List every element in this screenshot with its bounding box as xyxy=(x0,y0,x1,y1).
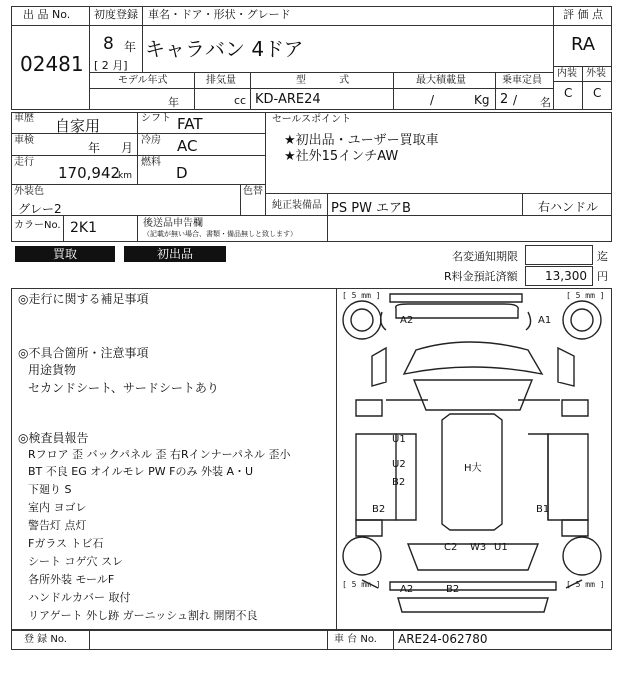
mark-rear-bumper-a2: A2 xyxy=(400,584,414,595)
mileage-label: 走行 xyxy=(14,157,34,168)
recycle-label: R料金預託済額 xyxy=(444,270,518,283)
aftermarket-note: （記載が無い場合、書類・備品無しと致します） xyxy=(143,230,297,238)
inspection-label: 車検 xyxy=(14,135,34,146)
max-load-unit: Kg xyxy=(474,93,490,107)
capacity-slash: / xyxy=(513,93,518,107)
interior-label: 内装 xyxy=(557,68,577,79)
name-change-unit: 迄 xyxy=(597,250,608,263)
defect-line-2: セカンドシート、サードシートあり xyxy=(28,381,219,395)
car-name-label: 車名・ドア・形状・グレード xyxy=(148,8,291,21)
inspector-line-6: Fガラス トビ石 xyxy=(28,537,104,550)
first-registration-year: 8 xyxy=(103,34,114,54)
mileage-value: 170,942 xyxy=(58,164,121,182)
exterior-color-label: 外装色 xyxy=(14,186,44,197)
defect-line-1: 用途貨物 xyxy=(28,363,77,377)
history-label: 車歴 xyxy=(14,113,34,124)
chassis-label: 車 台 No. xyxy=(334,634,377,645)
vehicle-damage-diagram xyxy=(338,288,610,630)
sales-point-1: ★初出品・ユーザー買取車 xyxy=(284,133,439,148)
mark-rear-bumper-b2: B2 xyxy=(446,584,460,595)
mark-roof-center: H大 xyxy=(464,463,482,474)
ac-value: AC xyxy=(177,137,198,155)
mark-front-bumper-right: A1 xyxy=(538,315,552,326)
exterior-color-value: グレー2 xyxy=(18,202,62,216)
capacity-value: 2 xyxy=(500,92,509,107)
tread-rear-left: [ 5 mm ] xyxy=(342,580,381,589)
exterior-label: 外装 xyxy=(586,68,606,79)
equipment-value: PS PW エアB xyxy=(331,201,411,216)
rating-label: 評 価 点 xyxy=(563,8,603,21)
displacement-label: 排気量 xyxy=(206,75,236,86)
wheel-front-right xyxy=(563,301,601,339)
color-no-label: カラーNo. xyxy=(14,220,61,231)
lot-label: 出 品 No. xyxy=(23,8,71,21)
recycle-value: 13,300 xyxy=(545,269,587,283)
tread-front-left: [ 5 mm ] xyxy=(342,291,381,300)
inspector-line-2: BT 不良 EG オイルモレ PW Fのみ 外装 A・U xyxy=(28,465,254,478)
tread-front-right: [ 5 mm ] xyxy=(566,291,605,300)
lot-number: 02481 xyxy=(20,52,84,76)
inspection-month-unit: 月 xyxy=(121,141,134,155)
aftermarket-label: 後送品申告欄 xyxy=(143,218,203,229)
max-load-slash: / xyxy=(430,93,435,107)
overall-rating: RA xyxy=(571,34,596,55)
displacement-unit: cc xyxy=(234,94,247,107)
mark-rear-w3: W3 xyxy=(470,542,487,553)
car-name: キャラバン 4ドア xyxy=(145,37,304,61)
chassis-value: ARE24-062780 xyxy=(398,632,488,646)
inspector-line-4: 室内 ヨゴレ xyxy=(28,501,87,514)
color-no-value: 2K1 xyxy=(70,220,97,236)
mark-rear-u1: U1 xyxy=(494,542,508,553)
name-change-label: 名変通知期限 xyxy=(452,250,518,263)
year-unit: 年 xyxy=(124,40,137,54)
windshield-outline xyxy=(414,380,532,410)
ac-label: 冷房 xyxy=(141,135,161,146)
inspector-line-8: 各所外装 モールF xyxy=(28,573,115,586)
inspection-year-unit: 年 xyxy=(88,141,101,155)
recycle-unit: 円 xyxy=(597,270,608,283)
history-value: 自家用 xyxy=(55,117,101,135)
interior-grade: C xyxy=(564,86,573,100)
fuel-label: 燃料 xyxy=(141,157,161,168)
rear-bumper-outline xyxy=(398,598,548,612)
max-load-label: 最大積載量 xyxy=(416,75,466,86)
hood-outline xyxy=(404,342,542,374)
first-registration-label: 初度登録 xyxy=(94,8,138,21)
mark-roof-u2: U2 xyxy=(392,459,406,470)
wheel-rear-right xyxy=(563,537,601,575)
mark-roof-u1: U1 xyxy=(392,434,406,445)
fuel-value: D xyxy=(176,164,188,182)
inspector-line-7: シート コゲ穴 スレ xyxy=(28,555,123,568)
sales-point-2: ★社外15インチAW xyxy=(284,149,399,164)
first-listing-tag: 初出品 xyxy=(124,246,226,262)
capacity-label: 乗車定員 xyxy=(502,75,542,86)
name-change-box xyxy=(525,245,593,265)
tread-rear-right: [ 5 mm ] xyxy=(566,580,605,589)
mark-right-side-b1: B1 xyxy=(536,504,550,515)
purchase-tag: 買取 xyxy=(15,246,115,262)
mark-left-side-b2: B2 xyxy=(372,504,386,515)
mark-front-bumper-left: A2 xyxy=(400,315,414,326)
model-year-label: モデル年式 xyxy=(118,75,168,86)
model-year-unit: 年 xyxy=(168,96,179,109)
inspector-line-1: Rフロア 歪 バックパネル 歪 右Rインナーパネル 歪小 xyxy=(28,448,291,461)
inspector-line-10: リアゲート 外し跡 ガーニッシュ割れ 開閉不良 xyxy=(28,609,258,622)
steering-value: 右ハンドル xyxy=(538,200,599,214)
capacity-unit: 名 xyxy=(540,96,551,109)
inspector-line-9: ハンドルカバー 取付 xyxy=(28,591,131,604)
footer-frame xyxy=(11,630,612,650)
inspector-line-3: 下廻り S xyxy=(28,483,72,496)
shift-label: シフト xyxy=(141,113,171,124)
registration-label: 登 録 No. xyxy=(24,634,67,645)
inspector-header: ◎検査員報告 xyxy=(18,431,89,445)
mark-rear-c2: C2 xyxy=(444,542,458,553)
mark-roof-b2: B2 xyxy=(392,477,406,488)
shift-value: FAT xyxy=(177,115,203,133)
type-label: 型 式 xyxy=(296,75,350,86)
defects-header: ◎不具合箇所・注意事項 xyxy=(18,346,149,360)
exterior-grade: C xyxy=(593,86,602,100)
first-registration-month: [ 2 月] xyxy=(94,59,128,72)
mileage-unit: km xyxy=(118,171,132,181)
type-value: KD-ARE24 xyxy=(255,92,321,107)
wheel-front-left xyxy=(343,301,381,339)
driving-notes-header: ◎走行に関する補足事項 xyxy=(18,292,149,306)
equipment-label: 純正装備品 xyxy=(272,200,322,211)
sales-point-label: セールスポイント xyxy=(272,114,352,125)
inspector-line-5: 警告灯 点灯 xyxy=(28,519,87,532)
repaint-label: 色替 xyxy=(243,186,263,197)
wheel-rear-left xyxy=(343,537,381,575)
front-bumper-outline xyxy=(390,294,522,302)
